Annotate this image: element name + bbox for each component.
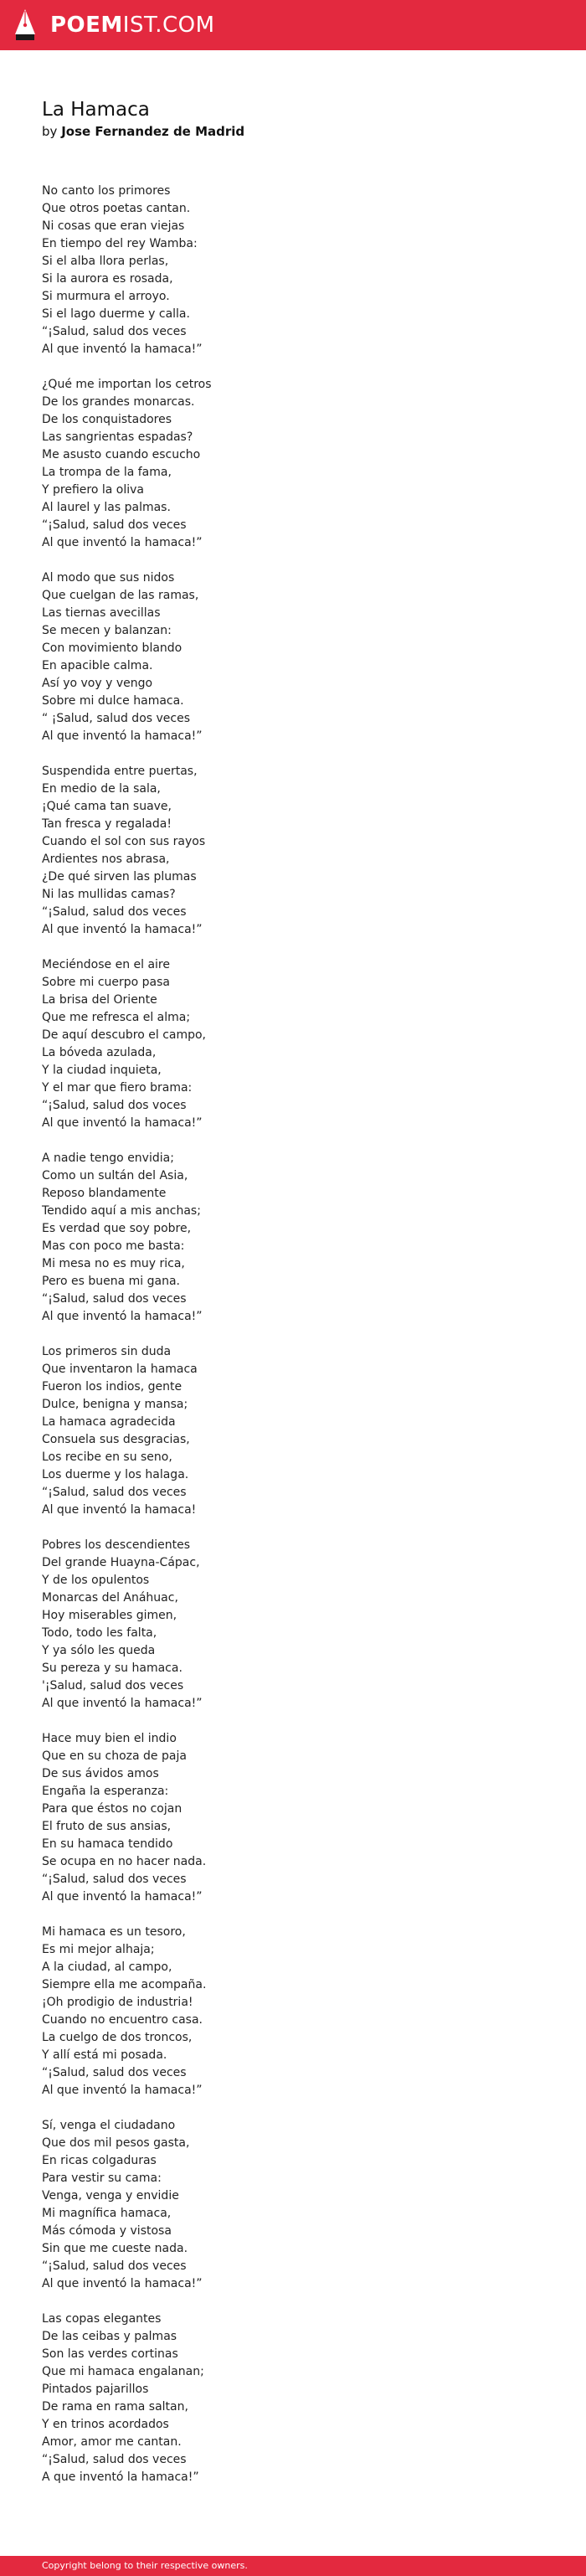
poem-stanza — [42, 2117, 544, 2293]
poem-line: ¡Qué cama tan suave, — [42, 800, 172, 813]
poem-stanza — [42, 2311, 544, 2486]
poem-line: Si el alba llora perlas, — [42, 255, 169, 268]
poem-line: Se mecen y balanzan: — [42, 624, 172, 637]
poem-line: Al laurel y las palmas. — [42, 501, 171, 514]
poem-line: Las sangrientas espadas? — [42, 430, 193, 444]
poem-line: Con movimiento blando — [42, 641, 182, 655]
poem-line: Suspendida entre puertas, — [42, 765, 198, 778]
poem-line: Más cómoda y vistosa — [42, 2224, 172, 2238]
poem-line: “¡Salud, salud dos veces — [42, 1292, 187, 1306]
pen-nib-icon[interactable] — [13, 8, 37, 42]
poem-line: Dulce, benigna y mansa; — [42, 1398, 188, 1411]
site-footer — [0, 2556, 586, 2576]
poem-line: Monarcas del Anáhuac, — [42, 1591, 178, 1605]
poem-body — [42, 183, 544, 2504]
poem-line: Para vestir su cama: — [42, 2172, 162, 2185]
poem-line: A nadie tengo envidia; — [42, 1151, 174, 1165]
poem-line: Mi hamaca es un tesoro, — [42, 1925, 186, 1939]
poem-line: Siempre ella me acompaña. — [42, 1978, 207, 1991]
poem-line: En su hamaca tendido — [42, 1837, 173, 1851]
poem-line: Ni las mullidas camas? — [42, 888, 176, 901]
poem-line: Las copas elegantes — [42, 2312, 162, 2326]
poem-line: Los recibe en su seno, — [42, 1450, 172, 1464]
poem-line: Sin que me cueste nada. — [42, 2242, 188, 2255]
poem-line: Cuando no encuentro casa. — [42, 2013, 203, 2027]
poem-line: Reposo blandamente — [42, 1187, 167, 1200]
poem-line: Consuela sus desgracias, — [42, 1433, 190, 1446]
poem-line: Pintados pajarillos — [42, 2383, 149, 2396]
poem-stanza — [42, 1537, 544, 1713]
poem-line: Y prefiero la oliva — [42, 483, 144, 497]
poem-line: Que inventaron la hamaca — [42, 1363, 198, 1376]
poem-line: Al modo que sus nidos — [42, 571, 175, 585]
poem-line: La cuelgo de dos troncos, — [42, 2031, 193, 2044]
poem-line: Y ya sólo les queda — [42, 1644, 156, 1657]
poem-line: ¿Qué me importan los cetros — [42, 378, 212, 391]
poem-line: Al que inventó la hamaca!” — [42, 1890, 203, 1904]
poem-line: Al que inventó la hamaca!” — [42, 536, 203, 549]
site-header — [0, 0, 586, 50]
poem-line: Que dos mil pesos gasta, — [42, 2136, 190, 2150]
poem-line: La hamaca agradecida — [42, 1415, 176, 1429]
poem-line: Cuando el sol con sus rayos — [42, 835, 206, 848]
poem-line: “¡Salud, salud dos veces — [42, 2066, 187, 2079]
poem-line: “¡Salud, salud dos veces — [42, 1486, 187, 1499]
poem-line: La trompa de la fama, — [42, 466, 172, 479]
poem-line: Venga, venga y envidie — [42, 2189, 179, 2202]
poem-stanza — [42, 956, 544, 1132]
poem-stanza — [42, 376, 544, 552]
poem-line: Tan fresca y regalada! — [42, 817, 172, 831]
copyright-text: Copyright belong to their respective owners. — [42, 2560, 248, 2571]
poem-line: Como un sultán del Asia, — [42, 1169, 188, 1182]
poem-stanza — [42, 569, 544, 745]
poem-line: Se ocupa en no hacer nada. — [42, 1855, 207, 1868]
poem-line: Del grande Huayna-Cápac, — [42, 1556, 200, 1569]
poem-line: Hace muy bien el indio — [42, 1732, 177, 1745]
poem-line: Pobres los descendientes — [42, 1538, 191, 1552]
poem-stanza — [42, 1150, 544, 1326]
poem-line: Que cuelgan de las ramas, — [42, 589, 199, 602]
poem-line: Y la ciudad inquieta, — [42, 1064, 162, 1077]
poem-line: Que mi hamaca engalanan; — [42, 2365, 204, 2378]
poem-line: En apacible calma. — [42, 659, 153, 672]
poem-line: “¡Salud, salud dos veces — [42, 1873, 187, 1886]
poem-line: Sobre mi cuerpo pasa — [42, 976, 171, 989]
poem-line: Me asusto cuando escucho — [42, 448, 201, 461]
poem-title: La Hamaca — [42, 99, 150, 121]
poem-line: Las tiernas avecillas — [42, 606, 161, 620]
poem-line: En medio de la sala, — [42, 782, 161, 796]
poem-line: De rama en rama saltan, — [42, 2400, 188, 2414]
author-link[interactable]: Jose Fernandez de Madrid — [61, 124, 245, 139]
poem-line: Para que éstos no cojan — [42, 1802, 182, 1816]
poem-line: Al que inventó la hamaca!” — [42, 729, 203, 743]
poem-line: Fueron los indios, gente — [42, 1380, 182, 1394]
poem-line: Al que inventó la hamaca!” — [42, 1116, 203, 1130]
poem-line: Que otros poetas cantan. — [42, 202, 191, 215]
poem-line: Su pereza y su hamaca. — [42, 1662, 182, 1675]
poem-line: En ricas colgaduras — [42, 2154, 157, 2167]
poem-line: ¿De qué sirven las plumas — [42, 870, 197, 884]
poem-line: Todo, todo les falta, — [42, 1626, 157, 1640]
poem-line: Si murmura el arroyo. — [42, 290, 170, 303]
poem-line: “¡Salud, salud dos voces — [42, 1099, 187, 1112]
poem-line: Y en trinos acordados — [42, 2418, 169, 2431]
poem-line: La brisa del Oriente — [42, 993, 157, 1007]
poem-line: A que inventó la hamaca!” — [42, 2470, 199, 2484]
poem-line: '¡Salud, salud dos veces — [42, 1679, 184, 1692]
poem-line: Al que inventó la hamaca!” — [42, 1310, 203, 1323]
poem-line: De los conquistadores — [42, 413, 172, 426]
site-logo[interactable] — [50, 10, 215, 40]
poem-line: Si la aurora es rosada, — [42, 272, 173, 286]
poem-line: “¡Salud, salud dos veces — [42, 325, 187, 338]
poem-line: Mi magnífica hamaca, — [42, 2207, 172, 2220]
poem-stanza — [42, 1924, 544, 2099]
poem-line: El fruto de sus ansias, — [42, 1820, 172, 1833]
poem-line: “¡Salud, salud dos veces — [42, 518, 187, 532]
poem-line: Al que inventó la hamaca!” — [42, 2277, 203, 2290]
poem-line: Al que inventó la hamaca!” — [42, 1697, 203, 1710]
poem-line: Tendido aquí a mis anchas; — [42, 1204, 201, 1218]
poem-line: A la ciudad, al campo, — [42, 1960, 172, 1974]
poem-line: Y de los opulentos — [42, 1574, 150, 1587]
poem-line: Sí, venga el ciudadano — [42, 2119, 176, 2132]
poem-line: ¡Oh prodigio de industria! — [42, 1996, 193, 2009]
poem-stanza — [42, 1730, 544, 1906]
poem-line: La bóveda azulada, — [42, 1046, 157, 1059]
poem-line: De las ceibas y palmas — [42, 2330, 177, 2343]
poem-line: Mas con poco me basta: — [42, 1239, 185, 1253]
poem-stanza — [42, 763, 544, 939]
poem-line: Meciéndose en el aire — [42, 958, 170, 971]
brand-light: IST.COM — [122, 13, 215, 38]
poem-line: Es verdad que soy pobre, — [42, 1222, 192, 1235]
poem-line: Ardientes nos abrasa, — [42, 853, 170, 866]
poem-line: Hoy miserables gimen, — [42, 1609, 177, 1622]
poem-line: Ni cosas que eran viejas — [42, 219, 185, 233]
poem-line: Es mi mejor alhaja; — [42, 1943, 155, 1956]
poem-line: No canto los primores — [42, 184, 171, 198]
poem-line: Al que inventó la hamaca!” — [42, 923, 203, 936]
poem-line: Al que inventó la hamaca! — [42, 1503, 197, 1517]
poem-line: Al que inventó la hamaca!” — [42, 2084, 203, 2097]
poem-stanza — [42, 183, 544, 358]
poem-line: Al que inventó la hamaca!” — [42, 343, 203, 356]
poem-line: Los primeros sin duda — [42, 1345, 172, 1358]
poem-line: Y el mar que fiero brama: — [42, 1081, 193, 1095]
poem-stanza — [42, 1343, 544, 1519]
poem-line: De los grandes monarcas. — [42, 395, 195, 409]
poem-line: Que me refresca el alma; — [42, 1011, 191, 1024]
poem-line: “ ¡Salud, salud dos veces — [42, 712, 191, 725]
poem-line: Si el lago duerme y calla. — [42, 307, 190, 321]
byline — [42, 122, 244, 141]
poem-line: De aquí descubro el campo, — [42, 1028, 207, 1042]
poem-line: Son las verdes cortinas — [42, 2347, 178, 2361]
poem-line: Que en su choza de paja — [42, 1749, 187, 1763]
poem-line: Así yo voy y vengo — [42, 677, 153, 690]
poem-line: Amor, amor me cantan. — [42, 2435, 182, 2449]
by-label: by — [42, 124, 58, 139]
poem-line: Mi mesa no es muy rica, — [42, 1257, 185, 1270]
poem-line: Pero es buena mi gana. — [42, 1275, 180, 1288]
poem-line: “¡Salud, salud dos veces — [42, 2259, 187, 2273]
poem-line: “¡Salud, salud dos veces — [42, 905, 187, 919]
poem-line: Y allí está mi posada. — [42, 2048, 167, 2062]
poem-line: Los duerme y los halaga. — [42, 1468, 189, 1481]
brand-strong: POEM — [50, 13, 123, 38]
poem-line: De sus ávidos amos — [42, 1767, 159, 1780]
poem-line: En tiempo del rey Wamba: — [42, 237, 198, 250]
poem-line: “¡Salud, salud dos veces — [42, 2453, 187, 2466]
poem-line: Sobre mi dulce hamaca. — [42, 694, 184, 708]
poem-line: Engaña la esperanza: — [42, 1785, 169, 1798]
